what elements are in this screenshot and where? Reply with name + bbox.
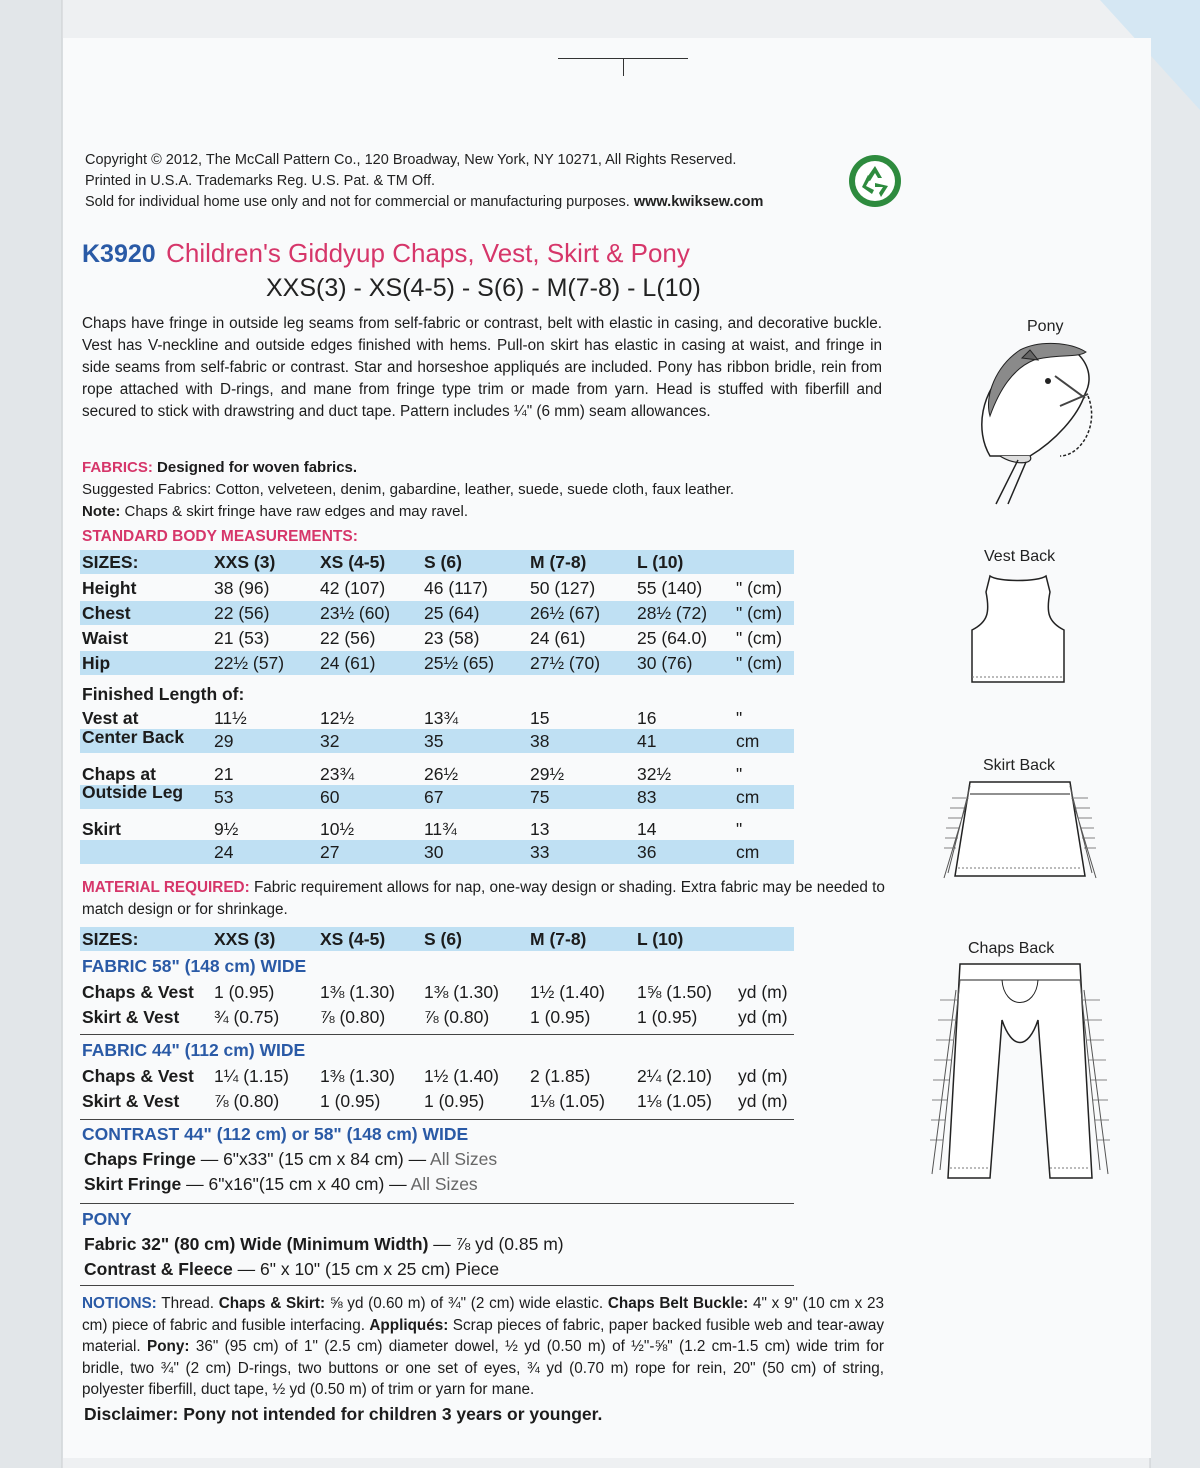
measurements-header-row: SIZES: XXS (3) XS (4-5) S (6) M (7-8) L (10) bbox=[80, 550, 794, 574]
pony-contrast-row: Contrast & Fleece — 6" x 10" (15 cm x 25 cm) Piece bbox=[84, 1259, 500, 1279]
divider bbox=[80, 1034, 794, 1035]
chaps-back-illustration bbox=[920, 960, 1140, 1190]
website-link[interactable]: www.kwiksew.com bbox=[633, 194, 764, 210]
table-row: Height 38 (96) 42 (107) 46 (117) 50 (127) 55 (140) " (cm) bbox=[82, 578, 783, 598]
divider bbox=[80, 1203, 794, 1204]
table-row: Skirt 9½ 10½ 11¾ 13 14 " bbox=[82, 819, 743, 839]
registration-mark-tick bbox=[623, 58, 624, 76]
pattern-number: K3920 bbox=[82, 240, 156, 268]
copyright-line: Copyright © 2012, The McCall Pattern Co., 120 Broadway, New York, NY 10271, All Rights Reserved. bbox=[85, 152, 737, 168]
description: Chaps have fringe in outside leg seams from self-fabric or contrast, belt with elastic in casing, and decorative buckle. Vest has V-neckline and outside edges finished with hems. Pull-on skirt has elastic in casing at waist, and fringe in side seams from self-fabric or contrast. Star and horseshoe appliqués are included. Pony has ribbon bridle, rein from rope attached with D-rings, and mane from fringe type trim or made from yarn. Head is stuffed with fiberfill and secured to stick with drawstring and duct tape. Pattern includes ¼" (6 mm) seam allowances. bbox=[82, 315, 882, 420]
material-label: MATERIAL REQUIRED: bbox=[82, 879, 250, 896]
notions-block: NOTIONS: Thread. Chaps & Skirt: ⅝ yd (0.60 m) of ¾" (2 cm) wide elastic. Chaps Belt Buckle: 4" x 9" (10 cm x 23 cm) piece of fabric and fusible interfacing. Appliqués: Scrap pieces of fabric, paper backed fusible web and tear-away material. Pony: 36" (95 cm) of 1" (2.5 cm) diameter dowel, ½ yd (0.50 m) of ½"-⅝" (1.2 cm-1.5 cm) wide trim for bridle, two ¾" (2 cm) D-rings, two buttons or one set of eyes, ¾ yd (0.70 m) rope for rein, 20" (50 cm) of string, polyester fiberfill, duct tape, ½ yd (0.50 m) of trim or yarn for mane. bbox=[82, 1295, 885, 1398]
pony-label: Pony bbox=[1027, 318, 1064, 335]
table-row: Outside Leg 53 60 67 75 83 cm bbox=[80, 785, 794, 809]
table-row: Chest 22 (56) 23½ (60) 25 (64) 26½ (67) 28½ (72) " (cm) bbox=[80, 601, 794, 625]
size-range: XXS(3) - XS(4-5) - S(6) - M(7-8) - L(10) bbox=[266, 274, 701, 302]
recycle-icon bbox=[848, 154, 902, 208]
printed-line: Printed in U.S.A. Trademarks Reg. U.S. Pat. & TM Off. bbox=[85, 173, 436, 189]
table-row: Hip 22½ (57) 24 (61) 25½ (65) 27½ (70) 30 (76) " (cm) bbox=[80, 651, 794, 675]
pattern-name: Children's Giddyup Chaps, Vest, Skirt & Pony bbox=[166, 238, 690, 268]
fabrics-label: FABRICS: bbox=[82, 459, 153, 476]
table-row: 24 27 30 33 36 cm bbox=[80, 840, 794, 864]
vest-back-illustration bbox=[968, 572, 1068, 687]
skirt-back-illustration bbox=[940, 778, 1100, 888]
note-label: Note: bbox=[82, 503, 121, 520]
fabric-44-title: FABRIC 44" (112 cm) WIDE bbox=[82, 1040, 306, 1060]
divider bbox=[80, 1285, 794, 1286]
chaps-back-label: Chaps Back bbox=[968, 940, 1055, 957]
fabrics-block bbox=[82, 457, 882, 523]
material-intro: MATERIAL REQUIRED: Fabric requirement allows for nap, one-way design or shading. Extra fabric may be needed to match design or for shrinkage. bbox=[82, 879, 885, 918]
table-row: Skirt & Vest ⅞ (0.80) 1 (0.95) 1 (0.95) 1⅛ (1.05) 1⅛ (1.05) yd (m) bbox=[82, 1091, 788, 1111]
copyright-block bbox=[85, 150, 763, 213]
fabric-58-title: FABRIC 58" (148 cm) WIDE bbox=[82, 956, 307, 976]
pony-illustration bbox=[960, 336, 1110, 506]
suggested-fabrics: Suggested Fabrics: Cotton, velveteen, denim, gabardine, leather, suede, suede cloth, faux leather. bbox=[82, 481, 735, 498]
table-row: Vest at 11½ 12½ 13¾ 15 16 " bbox=[82, 708, 743, 728]
contrast-row: Chaps Fringe — 6"x33" (15 cm x 84 cm) — All Sizes bbox=[84, 1149, 498, 1169]
pony-fabric-row: Fabric 32" (80 cm) Wide (Minimum Width) — ⅞ yd (0.85 m) bbox=[84, 1234, 564, 1254]
contrast-title: CONTRAST 44" (112 cm) or 58" (148 cm) WIDE bbox=[82, 1124, 469, 1144]
contrast-row: Skirt Fringe — 6"x16"(15 cm x 40 cm) — All Sizes bbox=[84, 1174, 478, 1194]
divider bbox=[80, 1119, 794, 1120]
usage-line: Sold for individual home use only and not for commercial or manufacturing purposes. www.kwiksew.com bbox=[85, 194, 764, 210]
table-row: Chaps at 21 23¾ 26½ 29½ 32½ " bbox=[82, 764, 743, 784]
table-row: Center Back 29 32 35 38 41 cm bbox=[80, 729, 794, 753]
pony-title: PONY bbox=[82, 1209, 132, 1229]
disclaimer: Disclaimer: Pony not intended for children 3 years or younger. bbox=[84, 1404, 603, 1424]
note-text: Chaps & skirt fringe have raw edges and may ravel. bbox=[124, 503, 468, 520]
pattern-title bbox=[82, 238, 690, 269]
vest-back-label: Vest Back bbox=[984, 548, 1056, 565]
table-row: Waist 21 (53) 22 (56) 23 (58) 24 (61) 25 (64.0) " (cm) bbox=[82, 628, 783, 648]
material-header-row: SIZES: XXS (3) XS (4-5) S (6) M (7-8) L (10) bbox=[80, 927, 794, 951]
fabrics-lead: Designed for woven fabrics. bbox=[157, 459, 358, 476]
table-row: Skirt & Vest ¾ (0.75) ⅞ (0.80) ⅞ (0.80) 1 (0.95) 1 (0.95) yd (m) bbox=[82, 1007, 788, 1027]
table-row: Chaps & Vest 1 (0.95) 1⅜ (1.30) 1⅜ (1.30) 1½ (1.40) 1⅝ (1.50) yd (m) bbox=[82, 982, 788, 1002]
skirt-back-label: Skirt Back bbox=[983, 757, 1056, 774]
table-row: Chaps & Vest 1¼ (1.15) 1⅜ (1.30) 1½ (1.40) 2 (1.85) 2¼ (2.10) yd (m) bbox=[82, 1066, 788, 1086]
measurements-title: STANDARD BODY MEASUREMENTS: bbox=[82, 528, 358, 545]
finished-length-title: Finished Length of: bbox=[82, 684, 245, 704]
